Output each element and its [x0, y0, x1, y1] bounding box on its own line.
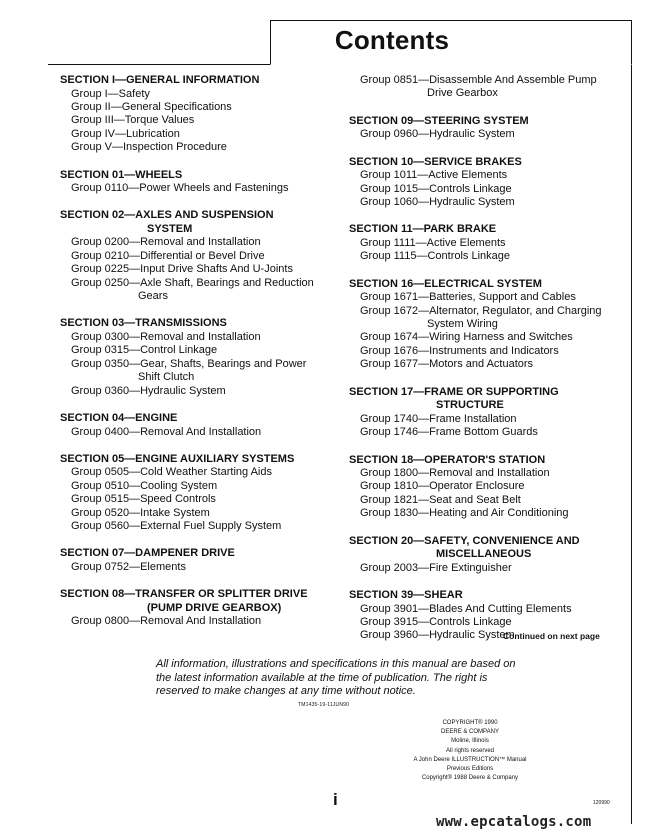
section-heading-line: SECTION I—GENERAL INFORMATION: [60, 74, 260, 86]
group-entry-line: Group 1674—Wiring Harness and Switches: [360, 331, 573, 344]
section-heading-line: SYSTEM: [147, 222, 193, 235]
group-entry: [349, 196, 627, 209]
section-gap: [349, 101, 627, 115]
section-gap: [60, 439, 342, 453]
section-heading-line: SECTION 10—SERVICE BRAKES: [349, 155, 522, 168]
copyright-line: Previous Editions: [446, 766, 494, 773]
group-entry: [349, 426, 627, 439]
contents-right-column: [349, 74, 627, 643]
group-entry: [349, 480, 627, 493]
section-heading-line: SECTION 03—TRANSMISSIONS: [60, 317, 227, 330]
group-entry: [60, 141, 342, 154]
group-entry-line: Group IV—Lubrication: [71, 127, 180, 140]
group-entry-line: Group 0300—Removal and Installation: [71, 330, 261, 343]
section-gap: [60, 155, 342, 169]
group-entry-line: Group 0960—Hydraulic System: [360, 128, 515, 141]
group-entry: [349, 169, 627, 182]
section-heading: [349, 454, 627, 468]
section-heading-line: SECTION 09—STEERING SYSTEM: [349, 114, 529, 127]
section-heading-line: SECTION 08—TRANSFER OR SPLITTER DRIVE: [60, 588, 308, 601]
section-heading-line: SECTION 39—SHEAR: [349, 589, 463, 602]
group-entry-line: Group 1821—Seat and Seat Belt: [360, 493, 521, 506]
toc-section: [60, 317, 342, 398]
group-entry-line: Group 1830—Heating and Air Conditioning: [360, 507, 569, 520]
copyright-block: [400, 719, 540, 783]
section-heading: [60, 74, 342, 88]
group-entry: [349, 603, 627, 616]
group-entry: [349, 616, 627, 629]
section-heading-line: (PUMP DRIVE GEARBOX): [147, 601, 282, 614]
group-entry: [60, 466, 342, 479]
group-entry-line: Group 1800—Removal and Installation: [360, 467, 550, 479]
notice-line: All information, illustrations and specifications in this manual are based on: [156, 658, 516, 670]
toc-section: [60, 547, 342, 574]
section-heading-line: SECTION 11—PARK BRAKE: [349, 223, 497, 236]
group-entry-line: Group 2003—Fire Extinguisher: [360, 561, 512, 574]
section-gap: [349, 372, 627, 386]
document-code: TM1435-19-11JUN90: [298, 702, 350, 708]
section-heading: [349, 115, 627, 129]
group-entry-line: Group 0350—Gear, Shafts, Bearings and Power: [71, 357, 307, 370]
section-heading-line: SECTION 02—AXLES AND SUSPENSION: [60, 209, 274, 222]
section-gap: [349, 142, 627, 156]
group-entry-line: Group 0250—Axle Shaft, Bearings and Reduction: [71, 276, 314, 289]
section-heading-line: SECTION 18—OPERATOR'S STATION: [349, 453, 546, 466]
group-entry-line: Group 1060—Hydraulic System: [360, 196, 515, 209]
group-entry-line: Group 1672—Alternator, Regulator, and Charging: [360, 304, 602, 317]
group-entry: [60, 101, 342, 114]
section-heading: [349, 156, 627, 170]
group-entry-line: Group 1810—Operator Enclosure: [360, 480, 525, 493]
group-entry: [60, 520, 342, 533]
group-entry: [60, 493, 342, 506]
group-entry: [349, 237, 627, 250]
copyright-line: Moline, Illinois: [451, 738, 489, 745]
section-gap: [60, 195, 342, 209]
group-entry-line: Group 3901—Blades And Cutting Elements: [360, 602, 572, 615]
toc-section: [60, 209, 342, 303]
frame-right-rule: [631, 64, 632, 824]
group-entry-line: Group 0400—Removal And Installation: [71, 425, 262, 438]
section-gap: [349, 209, 627, 223]
group-entry: [349, 183, 627, 196]
group-entry-line: Group 1740—Frame Installation: [360, 412, 517, 425]
section-heading: [60, 588, 342, 615]
contents-left-column: [60, 74, 342, 629]
group-entry-line: Group 0210—Differential or Bevel Drive: [71, 249, 265, 262]
section-heading: [349, 535, 627, 562]
copyright-line: COPYRIGHT® 1990: [442, 720, 498, 726]
toc-section: [349, 535, 627, 575]
group-entry: [349, 358, 627, 371]
section-heading-line: SECTION 05—ENGINE AUXILIARY SYSTEMS: [60, 452, 295, 465]
group-entry-line: Group 3915—Controls Linkage: [360, 615, 512, 628]
toc-section: [349, 115, 627, 142]
section-gap: [349, 521, 627, 535]
toc-section: [60, 74, 342, 155]
group-entry-line: Group 0851—Disassemble And Assemble Pump: [360, 74, 597, 86]
section-heading: [349, 278, 627, 292]
group-entry-line: Group 0800—Removal And Installation: [71, 615, 262, 628]
toc-section: [349, 74, 627, 101]
group-entry: [349, 291, 627, 304]
group-entry: [60, 263, 342, 276]
group-entry: [60, 250, 342, 263]
group-entry: [60, 561, 342, 574]
section-heading: [60, 547, 342, 561]
group-entry: [349, 467, 627, 480]
section-heading: [60, 209, 342, 236]
toc-section: [60, 453, 342, 534]
group-entry-line: Group 3960—Hydraulic System: [360, 629, 515, 642]
group-entry-line: Shift Clutch: [138, 371, 195, 384]
group-entry: [60, 114, 342, 127]
section-heading-line: MISCELLANEOUS: [436, 548, 532, 561]
group-entry-line: Group 1677—Motors and Actuators: [360, 358, 534, 371]
group-entry: [60, 236, 342, 249]
group-entry-line: Group 1011—Active Elements: [360, 169, 508, 182]
group-entry: [60, 331, 342, 344]
group-entry: [60, 426, 342, 439]
group-entry-line: Group 0225—Input Drive Shafts And U-Joints: [71, 263, 293, 276]
toc-section: [60, 169, 342, 196]
group-entry: [60, 615, 342, 628]
group-entry-line: Group 0110—Power Wheels and Fastenings: [71, 182, 289, 195]
group-entry-line: Group 0315—Control Linkage: [71, 344, 218, 357]
group-entry: [349, 413, 627, 426]
group-entry: [60, 182, 342, 195]
group-entry-line: Group I—Safety: [71, 87, 150, 100]
copyright-line: DEERE & COMPANY: [441, 729, 499, 736]
toc-section: [349, 454, 627, 521]
group-entry: [60, 88, 342, 101]
section-gap: [349, 264, 627, 278]
section-heading: [60, 169, 342, 183]
section-gap: [60, 533, 342, 547]
section-heading-line: SECTION 04—ENGINE: [60, 412, 178, 424]
group-entry-line: Group 1746—Frame Bottom Guards: [360, 426, 538, 439]
toc-section: [60, 412, 342, 439]
group-entry-line: Group II—General Specifications: [71, 100, 232, 113]
page-title: Contents: [334, 25, 450, 55]
section-heading: [60, 317, 342, 331]
copyright-line: Copyright® 1988 Deere & Company: [421, 775, 519, 782]
section-gap: [60, 398, 342, 412]
group-entry-line: Group 0505—Cold Weather Starting Aids: [71, 466, 272, 479]
group-entry: [349, 305, 627, 332]
section-heading: [60, 412, 342, 426]
section-gap: [60, 303, 342, 317]
section-gap: [60, 574, 342, 588]
toc-section: [60, 588, 342, 628]
group-entry: [60, 344, 342, 357]
copyright-line: A John Deere ILLUSTRUCTION™ Manual: [413, 756, 527, 763]
group-entry: [60, 507, 342, 520]
section-heading-line: SECTION 16—ELECTRICAL SYSTEM: [349, 277, 542, 290]
group-entry-line: Group 1676—Instruments and Indicators: [360, 344, 559, 357]
group-entry: [349, 128, 627, 141]
page-number: i: [333, 790, 338, 809]
group-entry: [349, 494, 627, 507]
group-entry-line: Gears: [138, 290, 168, 303]
group-entry: [60, 385, 342, 398]
group-entry-line: Group 0360—Hydraulic System: [71, 384, 226, 397]
publication-notice: [156, 658, 536, 699]
section-heading: [349, 589, 627, 603]
group-entry-line: Group 0520—Intake System: [71, 506, 210, 519]
section-heading-line: SECTION 07—DAMPENER DRIVE: [60, 547, 235, 560]
group-entry: [60, 128, 342, 141]
group-entry-line: Group 0200—Removal and Installation: [71, 236, 261, 249]
group-entry-line: System Wiring: [427, 318, 498, 331]
watermark: www.epcatalogs.com: [436, 814, 592, 830]
group-entry-line: Group 0560—External Fuel Supply System: [71, 520, 282, 533]
copyright-line: All rights reserved: [445, 747, 495, 754]
section-heading-line: SECTION 20—SAFETY, CONVENIENCE AND: [349, 534, 580, 547]
toc-section: [349, 223, 627, 263]
toc-section: [349, 156, 627, 210]
notice-line: the latest information available at the time of publication. The right is: [156, 671, 488, 684]
group-entry-line: Drive Gearbox: [427, 87, 498, 100]
group-entry-line: Group V—Inspection Procedure: [71, 141, 227, 154]
group-entry-line: Group 1015—Controls Linkage: [360, 182, 512, 195]
section-heading: [349, 386, 627, 413]
group-entry-line: Group 0752—Elements: [71, 560, 186, 573]
section-heading-line: SECTION 01—WHEELS: [60, 168, 183, 181]
group-entry-line: Group 1671—Batteries, Support and Cables: [360, 291, 576, 304]
group-entry: [349, 74, 627, 101]
toc-section: [349, 386, 627, 440]
group-entry: [349, 331, 627, 344]
section-gap: [349, 575, 627, 589]
image-code: 120990: [593, 800, 610, 806]
group-entry: [349, 345, 627, 358]
toc-section: [349, 278, 627, 372]
group-entry: [349, 562, 627, 575]
section-gap: [349, 440, 627, 454]
group-entry: [60, 358, 342, 385]
section-heading-line: SECTION 17—FRAME OR SUPPORTING: [349, 385, 559, 398]
group-entry-line: Group 1115—Controls Linkage: [360, 250, 511, 263]
group-entry-line: Group 1111—Active Elements: [360, 236, 506, 249]
notice-line: reserved to make changes at any time without notice.: [156, 685, 416, 697]
section-heading-line: STRUCTURE: [436, 399, 504, 412]
group-entry: [60, 277, 342, 304]
group-entry: [60, 480, 342, 493]
section-heading: [60, 453, 342, 467]
group-entry: [349, 507, 627, 520]
group-entry-line: Group III—Torque Values: [71, 114, 195, 127]
continued-note: Continued on next page: [503, 631, 600, 641]
group-entry-line: Group 0510—Cooling System: [71, 479, 218, 492]
group-entry: [349, 250, 627, 263]
group-entry-line: Group 0515—Speed Controls: [71, 493, 216, 506]
section-heading: [349, 223, 627, 237]
